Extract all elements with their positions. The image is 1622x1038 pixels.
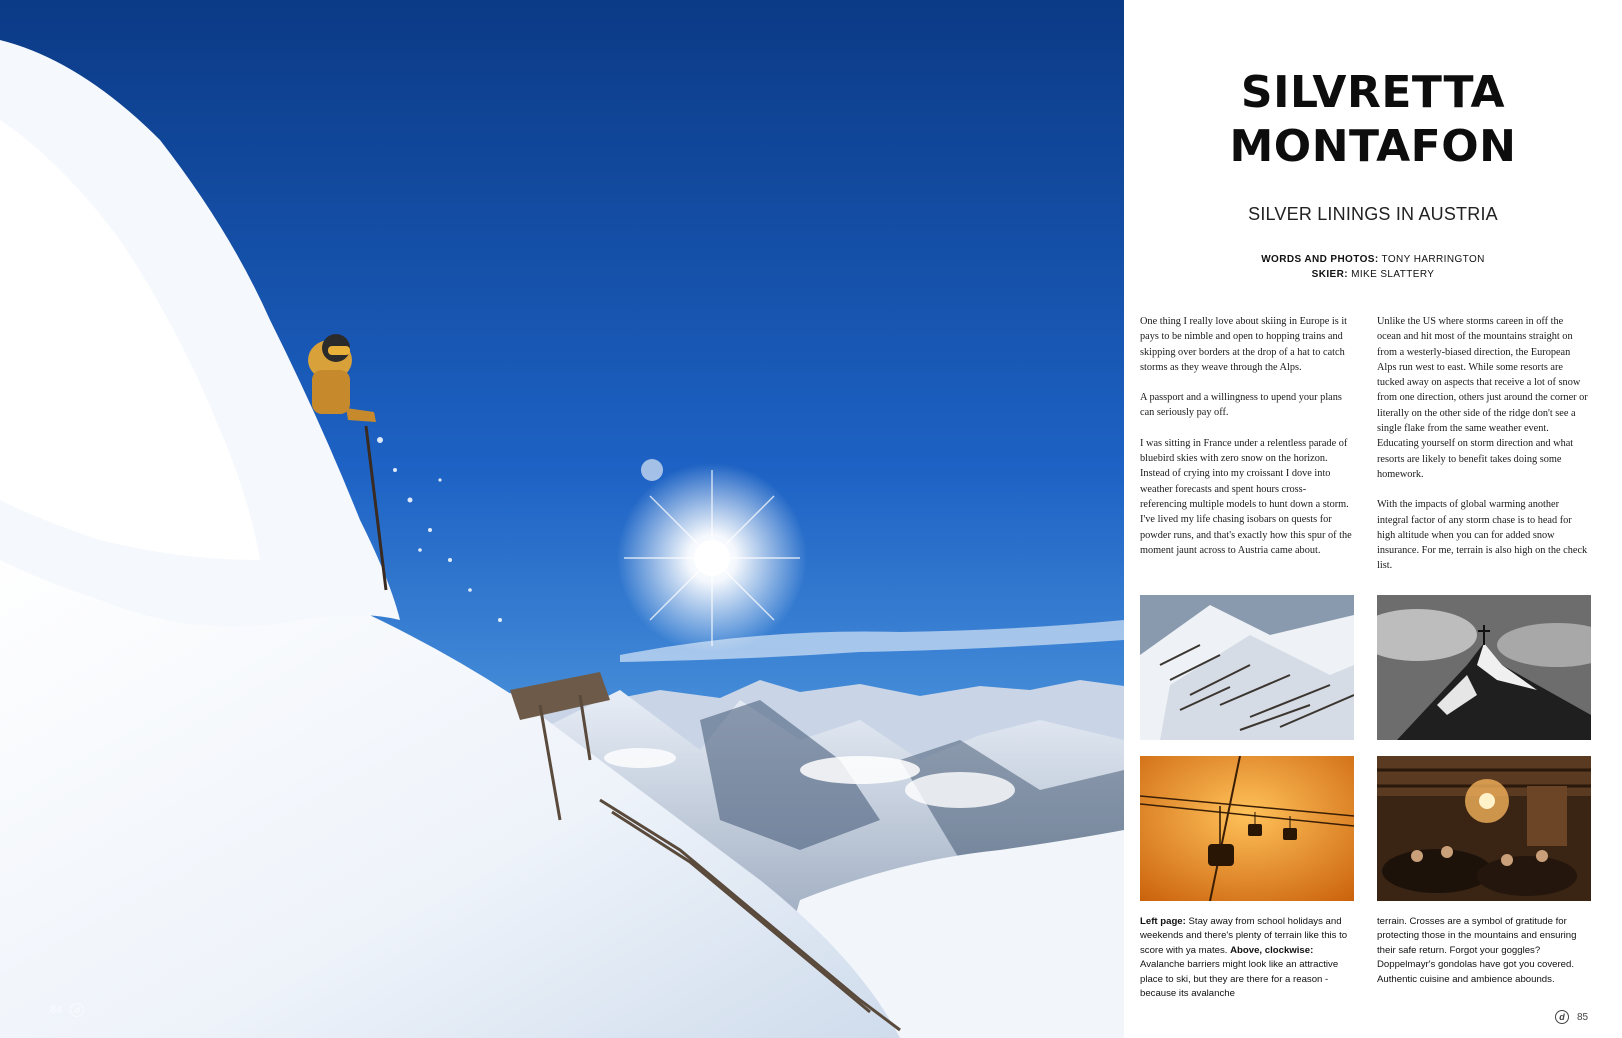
credit-photos-value: TONY HARRINGTON	[1381, 254, 1485, 265]
body-paragraph: With the impacts of global warming another integral factor of any storm chase is to head for high altitude when you can for added snow insurance. For me, terrain is also high on the check list.	[1377, 499, 1588, 572]
article-page	[1124, 0, 1622, 1038]
magazine-logo-icon: d	[70, 1003, 84, 1017]
credit-skier-value: MIKE SLATTERY	[1351, 269, 1435, 280]
body-column-left	[1140, 314, 1352, 573]
credit-photos-label: WORDS AND PHOTOS:	[1261, 254, 1379, 265]
page-number: 84	[50, 1004, 63, 1016]
credit-skier	[1124, 267, 1622, 282]
caption-text: Avalanche barriers might look like an attractive place to ski, but they are there for a reason - because its avalanche	[1140, 959, 1339, 1000]
body-paragraph: One thing I really love about skiing in Europe is it pays to be nimble and open to hopping trains and skipping over borders at the drop of a hat to catch storms as they weave through the Alps.	[1140, 316, 1348, 373]
credit-photos	[1124, 252, 1622, 267]
article-title	[1124, 66, 1622, 174]
magazine-logo-icon: d	[1555, 1010, 1569, 1024]
page-number-left	[50, 1003, 84, 1017]
page-number: 85	[1577, 1011, 1589, 1023]
credit-skier-label: SKIER:	[1311, 269, 1348, 280]
photo-summit-cross	[1377, 595, 1591, 740]
credits	[1124, 252, 1622, 282]
body-paragraph: A passport and a willingness to upend your plans can seriously pay off.	[1140, 392, 1342, 419]
caption-right: terrain. Crosses are a symbol of gratitude for protecting those in the mountains and ensuring their safe return. Forgot your goggles? Doppelmayr's gondolas have got you covered. Authentic cuisine and ambience abounds.	[1377, 916, 1577, 985]
caption-label-clockwise: Above, clockwise:	[1230, 944, 1314, 956]
body-column-right	[1377, 314, 1589, 589]
photo-restaurant-interior	[1377, 756, 1591, 901]
caption-text: Stay away from school holidays and weekends and there's plenty of terrain like this to score with ya mates.	[1140, 916, 1348, 956]
caption-left	[1140, 915, 1352, 1001]
body-paragraph: I was sitting in France under a relentless parade of bluebird skies with zero snow on the horizon. Instead of crying into my croissant I dove into weather forecasts and spent hours cross-referencing multiple models to hunt down a storm. I've lived my life chasing isobars on quests for powder runs, and that's exactly how this spur of the moment jaunt across to Austria came about.	[1140, 437, 1352, 556]
article-subtitle: SILVER LININGS IN AUSTRIA	[1248, 204, 1498, 224]
title-line-1: SILVRETTA	[1240, 67, 1506, 118]
body-paragraph: Unlike the US where storms careen in off the ocean and hit most of the mountains straight on from a westerly-biased direction, the European Alps run west to east. While some resorts are tucked away on aspects that receive a lot of snow from one direction, others just around the corner or literally on the other side of the ridge don't see a single flake from the same weather event. Educating yourself on storm direction and what resorts are likely to benefit takes doing some homework.	[1377, 316, 1588, 480]
title-line-2: MONTAFON	[1229, 121, 1517, 172]
caption-label-left-page: Left page:	[1140, 916, 1186, 927]
page-number-right	[1555, 1010, 1588, 1024]
photo-gondolas	[1140, 756, 1354, 901]
photo-avalanche-barriers	[1140, 595, 1354, 740]
